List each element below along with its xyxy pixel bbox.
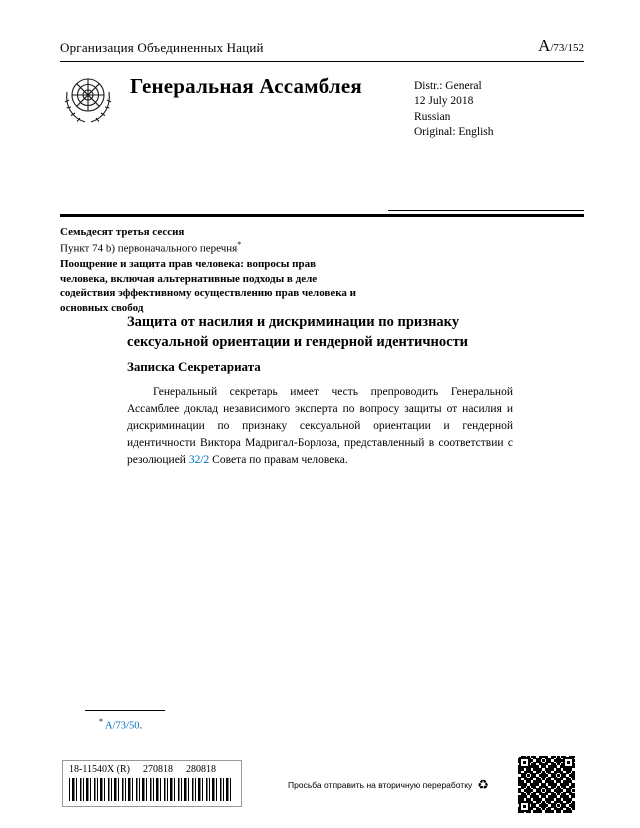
job-number: 18-11540X (R) <box>69 764 131 775</box>
footnote-text <box>85 717 165 732</box>
distr-line-date: 12 July 2018 <box>414 95 474 108</box>
footnote-suffix: . <box>139 720 143 732</box>
document-symbol-prefix: A <box>538 36 551 55</box>
footnote-area <box>85 710 165 732</box>
footnote-marker: * <box>99 717 103 726</box>
paragraph-text-after: Совета по правам человека. <box>209 453 348 466</box>
document-symbol-suffix: /73/152 <box>550 42 584 54</box>
footnote-link[interactable]: A/73/50 <box>105 720 140 732</box>
recycle-note <box>288 778 489 791</box>
distr-line-general: Distr.: General <box>414 80 482 92</box>
distr-line-original: Original: English <box>414 126 494 139</box>
date-code-1: 270818 <box>143 764 174 775</box>
distr-block <box>414 79 494 141</box>
masthead-divider-thick <box>60 214 584 217</box>
footnote-marker-ref: * <box>237 239 242 249</box>
document-title: Защита от насилия и дискриминации по признаку сексуальной ориентации и гендерной идентичности <box>127 314 469 350</box>
barcode-icon <box>69 778 231 801</box>
footnote-divider <box>85 710 165 711</box>
agenda-item-title: Поощрение и защита прав человека: вопросы прав человека, включая альтернативные подходы в деле содействия эффективному осуществлению прав человека и основных свобод <box>60 257 357 315</box>
qr-code-icon <box>518 756 575 813</box>
un-emblem-icon <box>58 70 118 132</box>
masthead-top <box>60 36 584 56</box>
barcode-block <box>62 760 242 807</box>
body-paragraph <box>127 384 513 468</box>
session-block <box>60 225 365 316</box>
paragraph-text-before: Генеральный секретарь имеет честь препроводить Генеральной Ассамблее доклад независимого эксперта по вопросу защиты от насилия и дискриминации по признаку сексуальной ориентации и гендерной идентичности Виктора Мадригал-Борлоза, представленный в соответствии с резолюцией <box>127 386 513 466</box>
document-symbol <box>538 36 584 56</box>
resolution-link[interactable]: 32/2 <box>188 453 210 466</box>
job-number-line <box>69 764 235 775</box>
recycle-text: Просьба отправить на вторичную переработку <box>288 779 473 790</box>
org-name: Организация Объединенных Наций <box>60 40 264 55</box>
agenda-item-number <box>60 240 365 257</box>
agenda-item-number-text: Пункт 74 b) первоначального перечня <box>60 242 238 255</box>
assembly-title: Генеральная Ассамблея <box>130 74 362 98</box>
distr-line-language: Russian <box>414 110 451 123</box>
header-divider-thin <box>60 61 584 62</box>
note-heading: Записка Секретариата <box>127 359 261 374</box>
session-number: Семьдесят третья сессия <box>60 226 185 238</box>
recycle-icon: ♻ <box>477 777 489 792</box>
masthead-divider-thin-right <box>388 210 584 211</box>
date-code-2: 280818 <box>186 764 217 775</box>
